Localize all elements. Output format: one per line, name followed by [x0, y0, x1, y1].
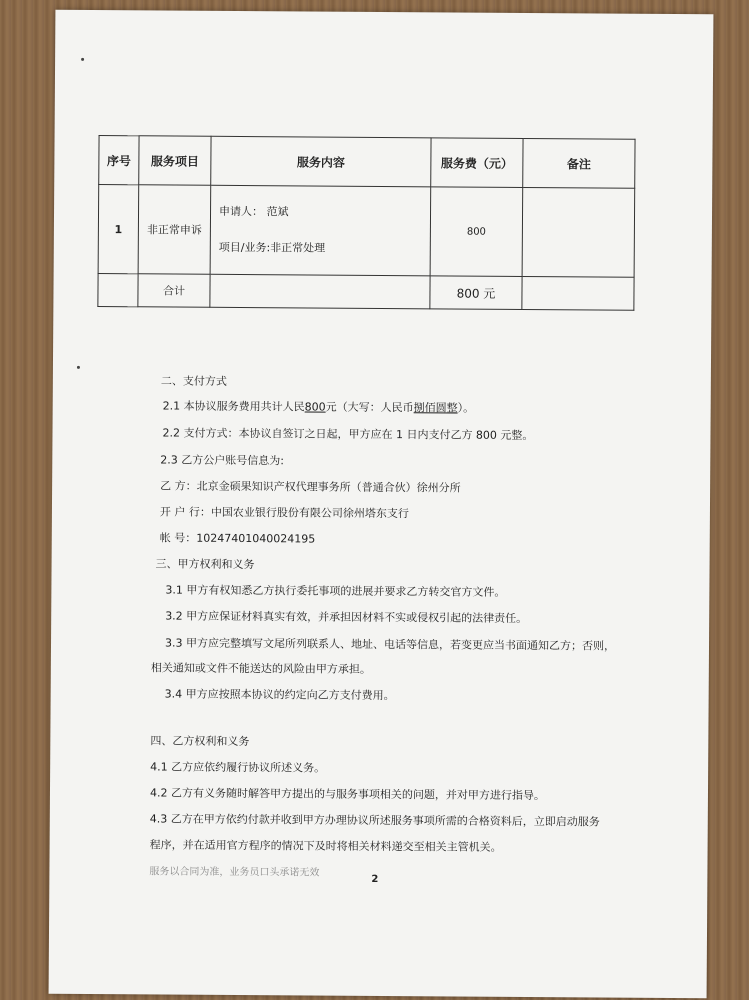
party-b-name: 乙 方：北京金硕果知识产权代理事务所（普通合伙）徐州分所	[160, 479, 461, 495]
row-applicant: 申请人： 范斌	[218, 204, 289, 219]
clause-4-1: 4.1 乙方应依约履行协议所述义务。	[150, 760, 326, 775]
clause-3-3-line1: 3.3 甲方应完整填写文尾所列联系人、地址、电话等信息，若变更应当书面通知乙方；否则，	[164, 636, 616, 653]
amount-figure: 800	[304, 400, 326, 414]
row-note	[522, 187, 635, 277]
clause-2-1: 2.1 本协议服务费用共计人民800元（大写：人民币捌佰圆整）。	[162, 399, 475, 415]
bank-name: 开 户 行：中国农业银行股份有限公司徐州塔东支行	[159, 505, 409, 521]
header-item: 服务项目	[139, 136, 211, 186]
section-2-title: 二、支付方式	[160, 374, 227, 388]
amount-upper: 捌佰圆整	[413, 401, 458, 415]
clause-3-2: 3.2 甲方应保证材料真实有效，并承担因材料不实或侵权引起的法律责任。	[165, 609, 528, 626]
section-4-title: 四、乙方权利和义务	[150, 734, 250, 749]
row-item: 非正常申诉	[138, 185, 211, 275]
row-no: 1	[98, 185, 139, 274]
punch-dot	[77, 366, 80, 369]
account-number: 帐 号：10247401040024195	[159, 531, 316, 546]
total-label: 合计	[138, 274, 210, 308]
footer-note: 服务以合同为准，业务员口头承诺无效	[149, 866, 320, 879]
header-fee: 服务费（元）	[431, 138, 523, 188]
row-fee: 800	[430, 187, 523, 277]
header-note: 备注	[523, 138, 635, 188]
table-row	[98, 185, 635, 278]
document-page	[49, 10, 714, 999]
punch-dot	[81, 58, 84, 61]
row-business: 项目/业务:非正常处理	[218, 240, 326, 255]
clause-2-3: 2.3 乙方公户账号信息为:	[160, 453, 285, 468]
clause-4-3-line1: 4.3 乙方在甲方依约付款并收到甲方办理协议所述服务事项所需的合格资料后，立即启动服务	[149, 812, 600, 829]
clause-3-3-line2: 相关通知或文件不能送达的风险由甲方承担。	[150, 661, 371, 676]
clause-4-3-line2: 程序，并在适用官方程序的情况下及时将相关材料递交至相关主管机关。	[149, 838, 502, 854]
header-no: 序号	[99, 136, 139, 185]
service-table	[97, 135, 635, 311]
total-value: 800 元	[430, 276, 522, 310]
clause-3-4: 3.4 甲方应按照本协议的约定向乙方支付费用。	[164, 687, 395, 703]
page-number: 2	[371, 873, 379, 885]
agreement-body	[149, 367, 693, 854]
row-content	[210, 185, 431, 276]
table-total-row	[98, 274, 634, 311]
clause-2-2: 2.2 支付方式：本协议自签订之日起，甲方应在 1 日内支付乙方 800 元整。	[162, 426, 534, 443]
clause-3-1: 3.1 甲方有权知悉乙方执行委托事项的进展并要求乙方转交官方文件。	[165, 583, 506, 599]
header-content: 服务内容	[211, 136, 431, 187]
section-3-title: 三、甲方权利和义务	[155, 557, 255, 572]
table-header-row	[99, 136, 635, 189]
clause-4-2: 4.2 乙方有义务随时解答甲方提出的与服务事项相关的问题，并对甲方进行指导。	[149, 786, 546, 803]
